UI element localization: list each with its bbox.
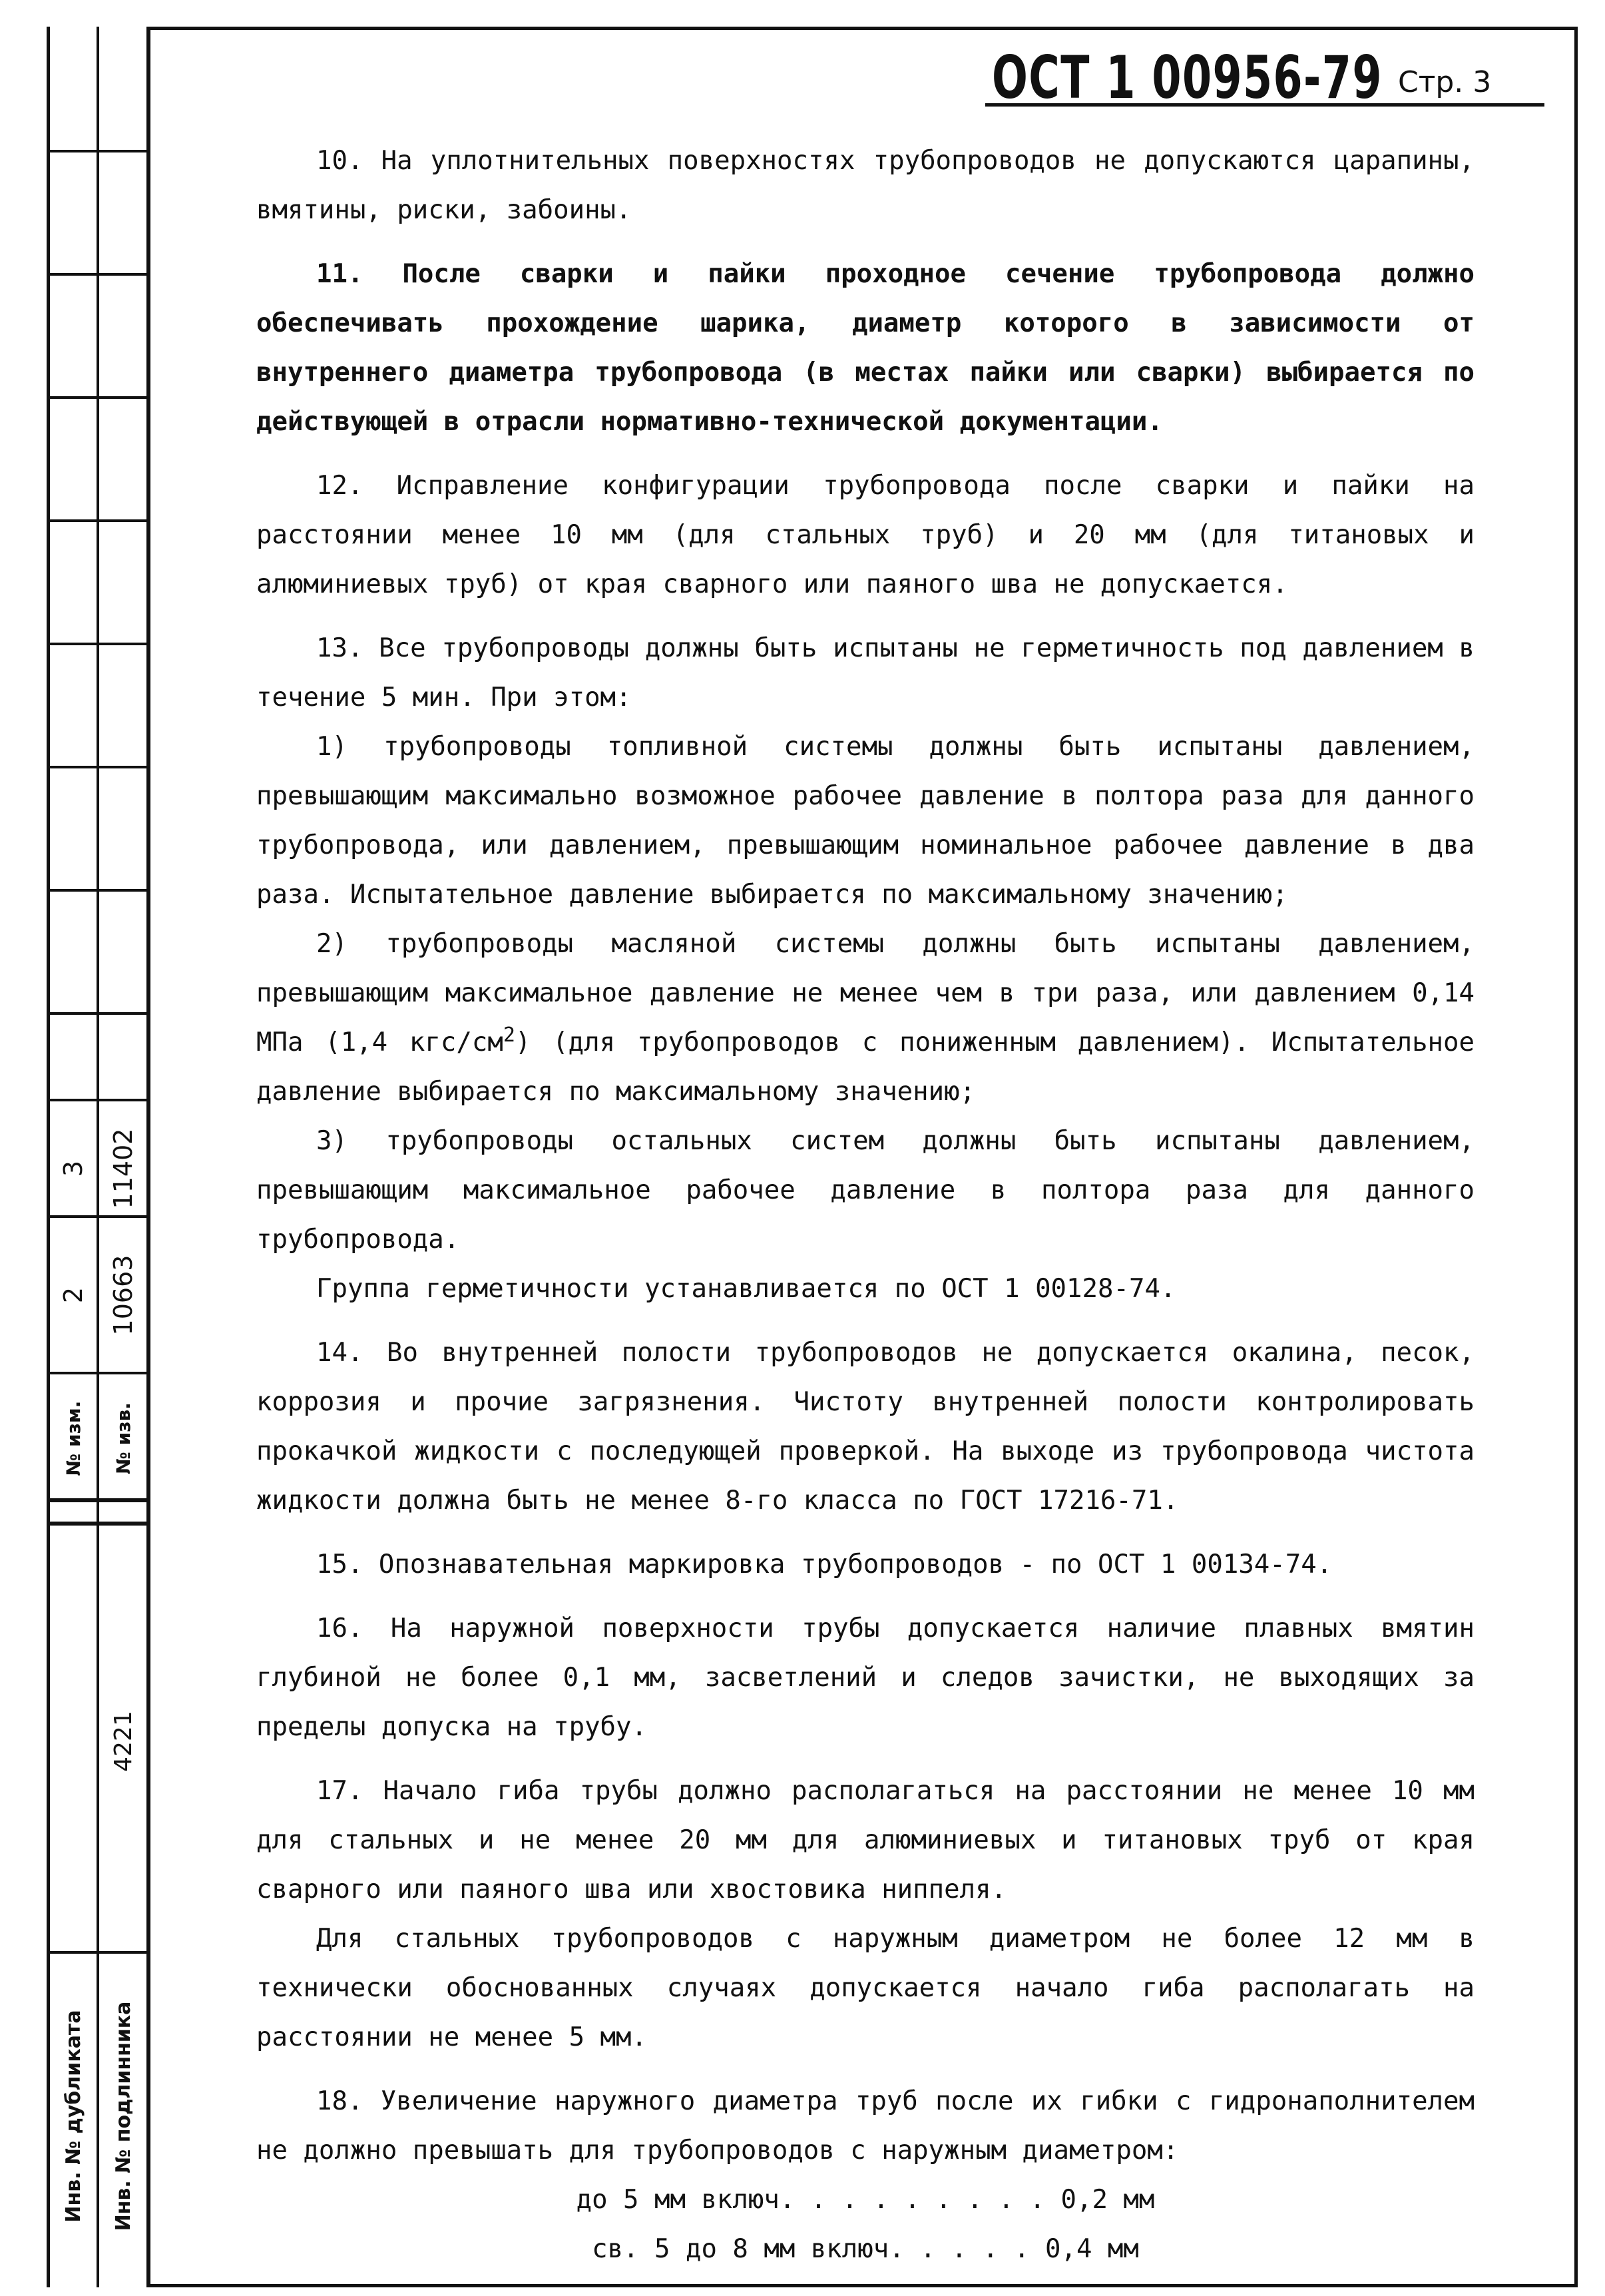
stamp-original-inv-number: 4221 bbox=[109, 1711, 137, 1772]
paragraph-10: 10. На уплотнительных поверхностях трубопроводов не допускаются царапины, вмятины, риски, забоины. bbox=[256, 146, 1475, 225]
stamp-rule bbox=[50, 1012, 150, 1015]
stamp-original-inv-label: Инв. № подлинника bbox=[111, 2001, 135, 2231]
stamp-duplicate-inv-label: Инв. № дубликата bbox=[61, 2010, 85, 2223]
paragraph-17: 17. Начало гиба трубы должно располагаться на расстоянии не менее 10 мм для стальных и не менее 20 мм для алюминиевых и титановых труб от края сварного или паяного шва или хвостовика ниппеля. bbox=[256, 1776, 1475, 1904]
page-header bbox=[985, 40, 1544, 112]
paragraph-13-item-2-part-a: 2) трубопроводы масляной системы должны быть испытаны давлением, превышающим максимальное давление не менее чем в три раза, или давлением 0,14 МПа (1,4 кгс/см bbox=[256, 929, 1475, 1057]
stamp-change-no-label: № изм. bbox=[62, 1400, 85, 1476]
stamp-notice-no-label: № изв. bbox=[112, 1402, 134, 1474]
paragraph-13: 13. Все трубопроводы должны быть испытаны не герметичность под давлением в течение 5 мин. При этом: bbox=[256, 633, 1475, 713]
stamp-rule bbox=[50, 396, 150, 399]
paragraph-17-extra: Для стальных трубопроводов с наружным диаметром не более 12 мм в технически обоснованных случаях допускается начало гиба располагать на расстоянии не менее 5 мм. bbox=[256, 1924, 1475, 2052]
paragraph-18-row-2: св. 5 до 8 мм включ. . . . . 0,4 мм bbox=[592, 2234, 1139, 2264]
paragraph-13-item-2-part-b: ) (для трубопроводов с пониженным давлением). Испытательное давление выбирается по максимальному значению; bbox=[256, 1027, 1475, 1107]
paragraph-11: 11. После сварки и пайки проходное сечение трубопровода должно обеспечивать прохождение шарика, диаметр которого в зависимости от внутреннего диаметра трубопровода (в местах пайки или сварки) выбирается по действующей в отрасли нормативно-технической документации. bbox=[256, 259, 1475, 437]
paragraph-13-item-2 bbox=[256, 920, 1475, 1117]
stamp-rule bbox=[50, 519, 150, 522]
stamp-rule bbox=[50, 1951, 150, 1954]
paragraph-18: 18. Увеличение наружного диаметра труб после их гибки с гидронаполнителем не должно превышать для трубопроводов с наружным диаметром: bbox=[256, 2086, 1475, 2165]
stamp-rule bbox=[50, 1522, 150, 1526]
stamp-rule bbox=[50, 643, 150, 645]
stamp-rule bbox=[50, 150, 150, 152]
paragraph-12: 12. Исправление конфигурации трубопровода после сварки и пайки на расстоянии менее 10 мм (для стальных труб) и 20 мм (для титановых и алюминиевых труб) от края сварного или паяного шва не допускается. bbox=[256, 471, 1475, 599]
stamp-rule bbox=[50, 1372, 150, 1374]
stamp-rule bbox=[50, 766, 150, 768]
page-number: Стр. 3 bbox=[1398, 65, 1492, 99]
document-code: ОСТ 1 00956-79 bbox=[992, 43, 1383, 112]
paragraph-13-item-3: 3) трубопроводы остальных систем должны быть испытаны давлением, превышающим максимальное рабочее давление в полтора раза для данного трубопровода. bbox=[256, 1126, 1475, 1255]
stamp-change-no-2: 2 bbox=[59, 1287, 88, 1304]
paragraph-13-group: Группа герметичности устанавливается по ОСТ 1 00128-74. bbox=[316, 1274, 1176, 1304]
stamp-rule bbox=[50, 1498, 150, 1502]
paragraph-13-item-1: 1) трубопроводы топливной системы должны быть испытаны давлением, превышающим максимально возможное рабочее давление в полтора раза для данного трубопровода, или давлением, превышающим номинальное рабочее давление в два раза. Испытательное давление выбирается по максимальному значению; bbox=[256, 732, 1475, 910]
paragraph-16: 16. На наружной поверхности трубы допускается наличие плавных вмятин глубиной не более 0,1 мм, засветлений и следов зачистки, не выходящих за пределы допуска на трубу. bbox=[256, 1613, 1475, 1742]
stamp-rule bbox=[50, 889, 150, 892]
margin-stamp bbox=[47, 27, 146, 2287]
superscript: 2 bbox=[503, 1023, 515, 1047]
stamp-change-no-3: 3 bbox=[59, 1160, 88, 1177]
paragraph-15: 15. Опознавательная маркировка трубопроводов - по ОСТ 1 00134-74. bbox=[316, 1550, 1333, 1579]
stamp-rule bbox=[50, 1099, 150, 1101]
paragraph-18-row-1: до 5 мм включ. . . . . . . . . 0,2 мм bbox=[576, 2185, 1155, 2215]
stamp-notice-11402: 11402 bbox=[109, 1128, 138, 1209]
stamp-divider bbox=[97, 27, 99, 2287]
document-body bbox=[256, 137, 1475, 2274]
stamp-notice-10663: 10663 bbox=[109, 1255, 138, 1336]
stamp-rule bbox=[50, 273, 150, 276]
paragraph-14: 14. Во внутренней полости трубопроводов не допускается окалина, песок, коррозия и прочие загрязнения. Чистоту внутренней полости контролировать прокачкой жидкости с последующей проверкой. На выходе из трубопровода чистота жидкости должна быть не менее 8-го класса по ГОСТ 17216-71. bbox=[256, 1338, 1475, 1516]
